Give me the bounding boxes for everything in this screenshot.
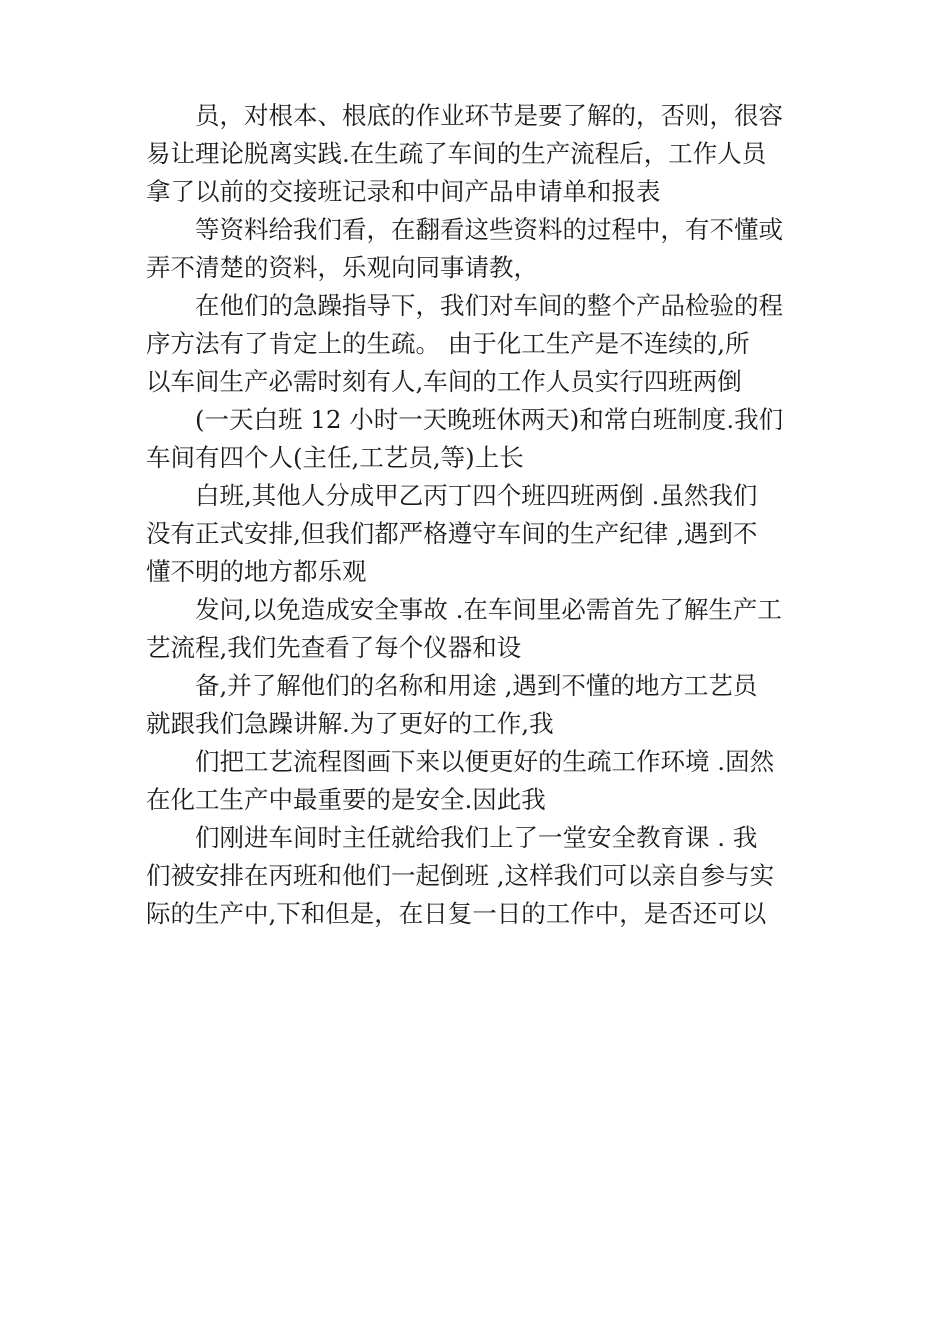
text-line: 车间有四个人(主任,工艺员,等)上长 bbox=[146, 443, 524, 472]
paragraph bbox=[146, 591, 816, 667]
text-line: 以车间生产必需时刻有人,车间的工作人员实行四班两倒 bbox=[146, 367, 742, 396]
text-line: 拿了以前的交接班记录和中间产品申请单和报表 bbox=[146, 177, 661, 206]
text-line: 备,并了解他们的名称和用途 ,遇到不懂的地方工艺员 bbox=[195, 671, 758, 700]
paragraph bbox=[146, 97, 816, 211]
text-line: 发问,以免造成安全事故 .在车间里必需首先了解生产工 bbox=[195, 595, 782, 624]
paragraph bbox=[146, 211, 816, 287]
text-line: (一天白班 12 小时一天晚班休两天)和常白班制度.我们 bbox=[195, 405, 784, 434]
text-line: 在化工生产中最重要的是安全.因此我 bbox=[146, 785, 546, 814]
paragraph bbox=[146, 819, 816, 933]
text-line: 员，对根本、根底的作业环节是要了解的，否则，很容 bbox=[195, 101, 783, 130]
paragraph bbox=[146, 401, 816, 477]
text-line: 际的生产中,下和但是，在日复一日的工作中，是否还可以 bbox=[146, 899, 767, 928]
text-line: 懂不明的地方都乐观 bbox=[146, 557, 367, 586]
text-line: 易让理论脱离实践.在生疏了车间的生产流程后，工作人员 bbox=[146, 139, 767, 168]
text-line: 在他们的急躁指导下，我们对车间的整个产品检验的程 bbox=[195, 291, 783, 320]
text-line: 等资料给我们看，在翻看这些资料的过程中，有不懂或 bbox=[195, 215, 783, 244]
text-line: 就跟我们急躁讲解.为了更好的工作,我 bbox=[146, 709, 554, 738]
text-line: 们把工艺流程图画下来以便更好的生疏工作环境 .固然 bbox=[195, 747, 775, 776]
text-line: 没有正式安排,但我们都严格遵守车间的生产纪律 ,遇到不 bbox=[146, 519, 758, 548]
paragraph bbox=[146, 287, 816, 401]
text-line: 弄不清楚的资料，乐观向同事请教， bbox=[146, 253, 538, 282]
paragraph bbox=[146, 743, 816, 819]
paragraph bbox=[146, 667, 816, 743]
text-line: 白班,其他人分成甲乙丙丁四个班四班两倒 .虽然我们 bbox=[195, 481, 758, 510]
text-line: 们被安排在丙班和他们一起倒班 ,这样我们可以亲自参与实 bbox=[146, 861, 775, 890]
text-line: 艺流程,我们先查看了每个仪器和设 bbox=[146, 633, 522, 662]
text-line: 们刚进车间时主任就给我们上了一堂安全教育课 . 我 bbox=[195, 823, 758, 852]
paragraph bbox=[146, 477, 816, 591]
text-line: 序方法有了肯定上的生疏。 由于化工生产是不连续的,所 bbox=[146, 329, 750, 358]
body-text bbox=[146, 97, 816, 933]
